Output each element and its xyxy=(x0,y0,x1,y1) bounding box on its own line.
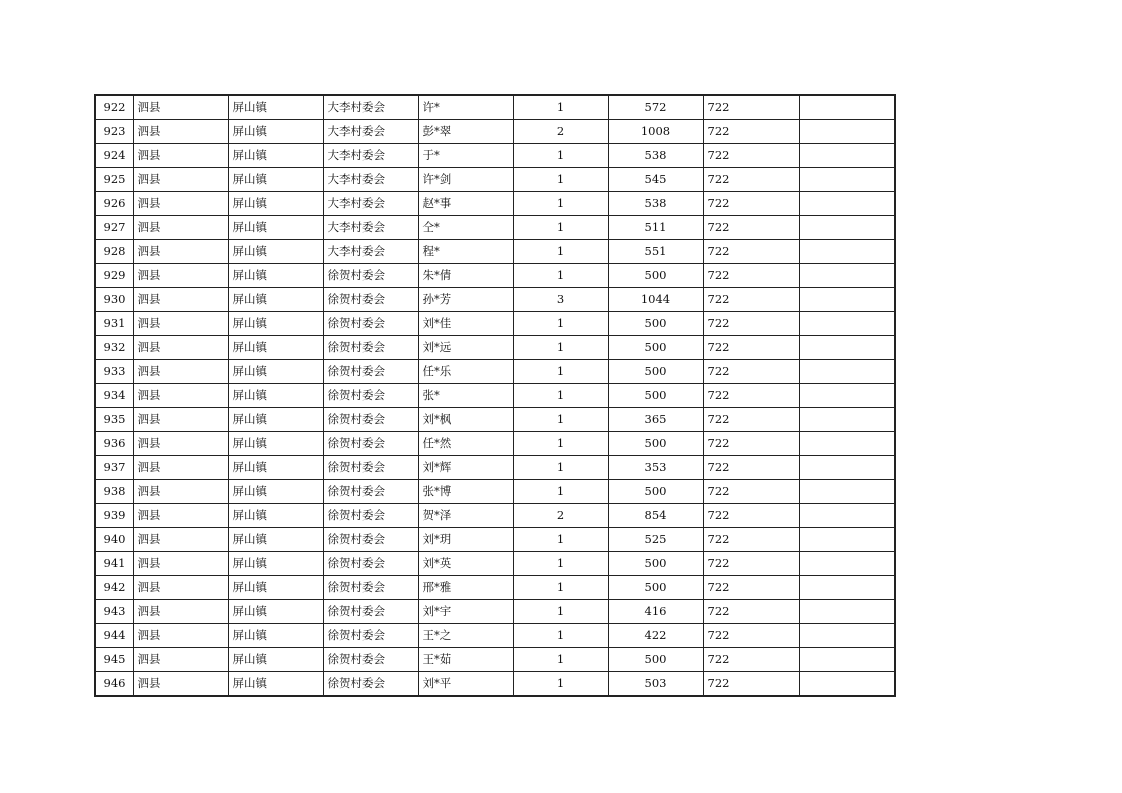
amount-cell: 854 xyxy=(608,504,703,528)
code-cell: 722 xyxy=(703,576,799,600)
person-name-cell: 刘*辉 xyxy=(418,456,513,480)
household-count-cell: 2 xyxy=(513,504,608,528)
table-row xyxy=(95,384,895,408)
code-cell: 722 xyxy=(703,360,799,384)
person-name-cell: 任*然 xyxy=(418,432,513,456)
code-cell: 722 xyxy=(703,504,799,528)
remark-cell xyxy=(799,168,895,192)
person-name-cell: 刘*佳 xyxy=(418,312,513,336)
code-cell: 722 xyxy=(703,168,799,192)
amount-cell: 353 xyxy=(608,456,703,480)
code-cell: 722 xyxy=(703,240,799,264)
town-cell: 屏山镇 xyxy=(228,600,323,624)
amount-cell: 525 xyxy=(608,528,703,552)
row-number-cell: 931 xyxy=(95,312,133,336)
county-cell: 泗县 xyxy=(133,312,228,336)
remark-cell xyxy=(799,144,895,168)
village-cell: 徐贺村委会 xyxy=(323,288,418,312)
person-name-cell: 任*乐 xyxy=(418,360,513,384)
village-cell: 徐贺村委会 xyxy=(323,480,418,504)
remark-cell xyxy=(799,384,895,408)
household-count-cell: 1 xyxy=(513,480,608,504)
person-name-cell: 于* xyxy=(418,144,513,168)
town-cell: 屏山镇 xyxy=(228,432,323,456)
amount-cell: 500 xyxy=(608,384,703,408)
household-count-cell: 1 xyxy=(513,552,608,576)
code-cell: 722 xyxy=(703,432,799,456)
row-number-cell: 940 xyxy=(95,528,133,552)
town-cell: 屏山镇 xyxy=(228,672,323,697)
village-cell: 徐贺村委会 xyxy=(323,552,418,576)
row-number-cell: 926 xyxy=(95,192,133,216)
household-count-cell: 1 xyxy=(513,624,608,648)
town-cell: 屏山镇 xyxy=(228,120,323,144)
amount-cell: 538 xyxy=(608,192,703,216)
county-cell: 泗县 xyxy=(133,648,228,672)
household-count-cell: 1 xyxy=(513,192,608,216)
amount-cell: 572 xyxy=(608,95,703,120)
row-number-cell: 944 xyxy=(95,624,133,648)
village-cell: 徐贺村委会 xyxy=(323,600,418,624)
table-row xyxy=(95,168,895,192)
table-row xyxy=(95,240,895,264)
table-row xyxy=(95,672,895,697)
table-row xyxy=(95,360,895,384)
table-row xyxy=(95,192,895,216)
household-count-cell: 1 xyxy=(513,384,608,408)
household-count-cell: 1 xyxy=(513,456,608,480)
row-number-cell: 946 xyxy=(95,672,133,697)
town-cell: 屏山镇 xyxy=(228,240,323,264)
row-number-cell: 941 xyxy=(95,552,133,576)
county-cell: 泗县 xyxy=(133,672,228,697)
amount-cell: 551 xyxy=(608,240,703,264)
remark-cell xyxy=(799,408,895,432)
town-cell: 屏山镇 xyxy=(228,168,323,192)
person-name-cell: 刘*枫 xyxy=(418,408,513,432)
code-cell: 722 xyxy=(703,528,799,552)
person-name-cell: 刘*平 xyxy=(418,672,513,697)
remark-cell xyxy=(799,432,895,456)
town-cell: 屏山镇 xyxy=(228,480,323,504)
amount-cell: 500 xyxy=(608,336,703,360)
town-cell: 屏山镇 xyxy=(228,624,323,648)
row-number-cell: 929 xyxy=(95,264,133,288)
town-cell: 屏山镇 xyxy=(228,504,323,528)
village-cell: 大李村委会 xyxy=(323,144,418,168)
village-cell: 徐贺村委会 xyxy=(323,312,418,336)
code-cell: 722 xyxy=(703,600,799,624)
person-name-cell: 刘*玥 xyxy=(418,528,513,552)
amount-cell: 500 xyxy=(608,432,703,456)
county-cell: 泗县 xyxy=(133,168,228,192)
table-row xyxy=(95,95,895,120)
person-name-cell: 许*剑 xyxy=(418,168,513,192)
town-cell: 屏山镇 xyxy=(228,552,323,576)
town-cell: 屏山镇 xyxy=(228,312,323,336)
amount-cell: 500 xyxy=(608,312,703,336)
county-cell: 泗县 xyxy=(133,288,228,312)
table-row xyxy=(95,120,895,144)
remark-cell xyxy=(799,504,895,528)
row-number-cell: 923 xyxy=(95,120,133,144)
household-count-cell: 1 xyxy=(513,360,608,384)
remark-cell xyxy=(799,288,895,312)
code-cell: 722 xyxy=(703,192,799,216)
row-number-cell: 927 xyxy=(95,216,133,240)
amount-cell: 416 xyxy=(608,600,703,624)
town-cell: 屏山镇 xyxy=(228,408,323,432)
person-name-cell: 赵*事 xyxy=(418,192,513,216)
remark-cell xyxy=(799,240,895,264)
household-count-cell: 1 xyxy=(513,312,608,336)
table-row xyxy=(95,144,895,168)
town-cell: 屏山镇 xyxy=(228,384,323,408)
county-cell: 泗县 xyxy=(133,504,228,528)
table-row xyxy=(95,432,895,456)
person-name-cell: 王*茹 xyxy=(418,648,513,672)
county-cell: 泗县 xyxy=(133,600,228,624)
table-row xyxy=(95,264,895,288)
county-cell: 泗县 xyxy=(133,360,228,384)
remark-cell xyxy=(799,360,895,384)
town-cell: 屏山镇 xyxy=(228,528,323,552)
row-number-cell: 942 xyxy=(95,576,133,600)
county-cell: 泗县 xyxy=(133,95,228,120)
village-cell: 徐贺村委会 xyxy=(323,648,418,672)
village-cell: 徐贺村委会 xyxy=(323,624,418,648)
remark-cell xyxy=(799,95,895,120)
village-cell: 徐贺村委会 xyxy=(323,360,418,384)
code-cell: 722 xyxy=(703,120,799,144)
village-cell: 徐贺村委会 xyxy=(323,432,418,456)
county-cell: 泗县 xyxy=(133,336,228,360)
remark-cell xyxy=(799,192,895,216)
row-number-cell: 939 xyxy=(95,504,133,528)
row-number-cell: 928 xyxy=(95,240,133,264)
county-cell: 泗县 xyxy=(133,624,228,648)
code-cell: 722 xyxy=(703,216,799,240)
code-cell: 722 xyxy=(703,552,799,576)
amount-cell: 500 xyxy=(608,576,703,600)
remark-cell xyxy=(799,216,895,240)
row-number-cell: 934 xyxy=(95,384,133,408)
town-cell: 屏山镇 xyxy=(228,95,323,120)
amount-cell: 1044 xyxy=(608,288,703,312)
remark-cell xyxy=(799,552,895,576)
table-row xyxy=(95,216,895,240)
amount-cell: 365 xyxy=(608,408,703,432)
table-row xyxy=(95,504,895,528)
table-row xyxy=(95,312,895,336)
household-count-cell: 1 xyxy=(513,408,608,432)
village-cell: 徐贺村委会 xyxy=(323,384,418,408)
person-name-cell: 张*博 xyxy=(418,480,513,504)
remark-cell xyxy=(799,336,895,360)
town-cell: 屏山镇 xyxy=(228,360,323,384)
household-count-cell: 3 xyxy=(513,288,608,312)
table-row xyxy=(95,600,895,624)
code-cell: 722 xyxy=(703,264,799,288)
person-name-cell: 刘*英 xyxy=(418,552,513,576)
household-count-cell: 1 xyxy=(513,216,608,240)
code-cell: 722 xyxy=(703,648,799,672)
remark-cell xyxy=(799,624,895,648)
row-number-cell: 922 xyxy=(95,95,133,120)
county-cell: 泗县 xyxy=(133,264,228,288)
household-count-cell: 1 xyxy=(513,600,608,624)
table-row xyxy=(95,336,895,360)
remark-cell xyxy=(799,600,895,624)
row-number-cell: 924 xyxy=(95,144,133,168)
amount-cell: 422 xyxy=(608,624,703,648)
county-cell: 泗县 xyxy=(133,144,228,168)
town-cell: 屏山镇 xyxy=(228,216,323,240)
row-number-cell: 936 xyxy=(95,432,133,456)
village-cell: 大李村委会 xyxy=(323,216,418,240)
village-cell: 大李村委会 xyxy=(323,192,418,216)
county-cell: 泗县 xyxy=(133,528,228,552)
person-name-cell: 彭*翠 xyxy=(418,120,513,144)
household-count-cell: 1 xyxy=(513,144,608,168)
amount-cell: 1008 xyxy=(608,120,703,144)
code-cell: 722 xyxy=(703,144,799,168)
row-number-cell: 935 xyxy=(95,408,133,432)
county-cell: 泗县 xyxy=(133,384,228,408)
person-name-cell: 刘*远 xyxy=(418,336,513,360)
household-count-cell: 1 xyxy=(513,240,608,264)
table-row xyxy=(95,552,895,576)
county-cell: 泗县 xyxy=(133,480,228,504)
village-cell: 徐贺村委会 xyxy=(323,408,418,432)
household-count-cell: 1 xyxy=(513,336,608,360)
person-name-cell: 张* xyxy=(418,384,513,408)
amount-cell: 500 xyxy=(608,480,703,504)
village-cell: 徐贺村委会 xyxy=(323,504,418,528)
code-cell: 722 xyxy=(703,624,799,648)
amount-cell: 503 xyxy=(608,672,703,697)
amount-cell: 500 xyxy=(608,648,703,672)
remark-cell xyxy=(799,480,895,504)
household-count-cell: 1 xyxy=(513,264,608,288)
household-count-cell: 1 xyxy=(513,95,608,120)
county-cell: 泗县 xyxy=(133,552,228,576)
row-number-cell: 937 xyxy=(95,456,133,480)
table-row xyxy=(95,576,895,600)
person-name-cell: 仝* xyxy=(418,216,513,240)
county-cell: 泗县 xyxy=(133,192,228,216)
amount-cell: 538 xyxy=(608,144,703,168)
amount-cell: 545 xyxy=(608,168,703,192)
remark-cell xyxy=(799,528,895,552)
remark-cell xyxy=(799,264,895,288)
table-row xyxy=(95,288,895,312)
remark-cell xyxy=(799,672,895,697)
village-cell: 徐贺村委会 xyxy=(323,528,418,552)
household-count-cell: 1 xyxy=(513,528,608,552)
village-cell: 徐贺村委会 xyxy=(323,576,418,600)
county-cell: 泗县 xyxy=(133,240,228,264)
table-row xyxy=(95,648,895,672)
town-cell: 屏山镇 xyxy=(228,336,323,360)
household-count-cell: 1 xyxy=(513,648,608,672)
person-name-cell: 刘*宇 xyxy=(418,600,513,624)
code-cell: 722 xyxy=(703,384,799,408)
county-cell: 泗县 xyxy=(133,576,228,600)
row-number-cell: 943 xyxy=(95,600,133,624)
county-cell: 泗县 xyxy=(133,408,228,432)
remark-cell xyxy=(799,576,895,600)
code-cell: 722 xyxy=(703,480,799,504)
town-cell: 屏山镇 xyxy=(228,288,323,312)
household-count-cell: 1 xyxy=(513,432,608,456)
table-body xyxy=(95,95,895,696)
code-cell: 722 xyxy=(703,312,799,336)
household-count-cell: 1 xyxy=(513,576,608,600)
table-row xyxy=(95,408,895,432)
code-cell: 722 xyxy=(703,95,799,120)
code-cell: 722 xyxy=(703,672,799,697)
code-cell: 722 xyxy=(703,456,799,480)
person-name-cell: 朱*倩 xyxy=(418,264,513,288)
town-cell: 屏山镇 xyxy=(228,192,323,216)
code-cell: 722 xyxy=(703,288,799,312)
amount-cell: 500 xyxy=(608,264,703,288)
amount-cell: 511 xyxy=(608,216,703,240)
table-row xyxy=(95,456,895,480)
county-cell: 泗县 xyxy=(133,432,228,456)
person-name-cell: 孙*芳 xyxy=(418,288,513,312)
village-cell: 大李村委会 xyxy=(323,240,418,264)
remark-cell xyxy=(799,120,895,144)
village-cell: 徐贺村委会 xyxy=(323,456,418,480)
row-number-cell: 938 xyxy=(95,480,133,504)
person-name-cell: 贺*泽 xyxy=(418,504,513,528)
village-cell: 大李村委会 xyxy=(323,120,418,144)
table-row xyxy=(95,480,895,504)
row-number-cell: 932 xyxy=(95,336,133,360)
code-cell: 722 xyxy=(703,336,799,360)
beneficiary-table xyxy=(94,94,896,697)
remark-cell xyxy=(799,648,895,672)
county-cell: 泗县 xyxy=(133,456,228,480)
row-number-cell: 945 xyxy=(95,648,133,672)
town-cell: 屏山镇 xyxy=(228,144,323,168)
table-row xyxy=(95,528,895,552)
row-number-cell: 933 xyxy=(95,360,133,384)
town-cell: 屏山镇 xyxy=(228,648,323,672)
village-cell: 大李村委会 xyxy=(323,95,418,120)
village-cell: 徐贺村委会 xyxy=(323,672,418,697)
amount-cell: 500 xyxy=(608,360,703,384)
row-number-cell: 930 xyxy=(95,288,133,312)
row-number-cell: 925 xyxy=(95,168,133,192)
table-row xyxy=(95,624,895,648)
amount-cell: 500 xyxy=(608,552,703,576)
town-cell: 屏山镇 xyxy=(228,264,323,288)
town-cell: 屏山镇 xyxy=(228,576,323,600)
remark-cell xyxy=(799,312,895,336)
household-count-cell: 1 xyxy=(513,168,608,192)
county-cell: 泗县 xyxy=(133,120,228,144)
household-count-cell: 2 xyxy=(513,120,608,144)
town-cell: 屏山镇 xyxy=(228,456,323,480)
person-name-cell: 王*之 xyxy=(418,624,513,648)
remark-cell xyxy=(799,456,895,480)
person-name-cell: 许* xyxy=(418,95,513,120)
code-cell: 722 xyxy=(703,408,799,432)
village-cell: 大李村委会 xyxy=(323,168,418,192)
household-count-cell: 1 xyxy=(513,672,608,697)
village-cell: 徐贺村委会 xyxy=(323,336,418,360)
person-name-cell: 程* xyxy=(418,240,513,264)
village-cell: 徐贺村委会 xyxy=(323,264,418,288)
county-cell: 泗县 xyxy=(133,216,228,240)
person-name-cell: 邢*雅 xyxy=(418,576,513,600)
